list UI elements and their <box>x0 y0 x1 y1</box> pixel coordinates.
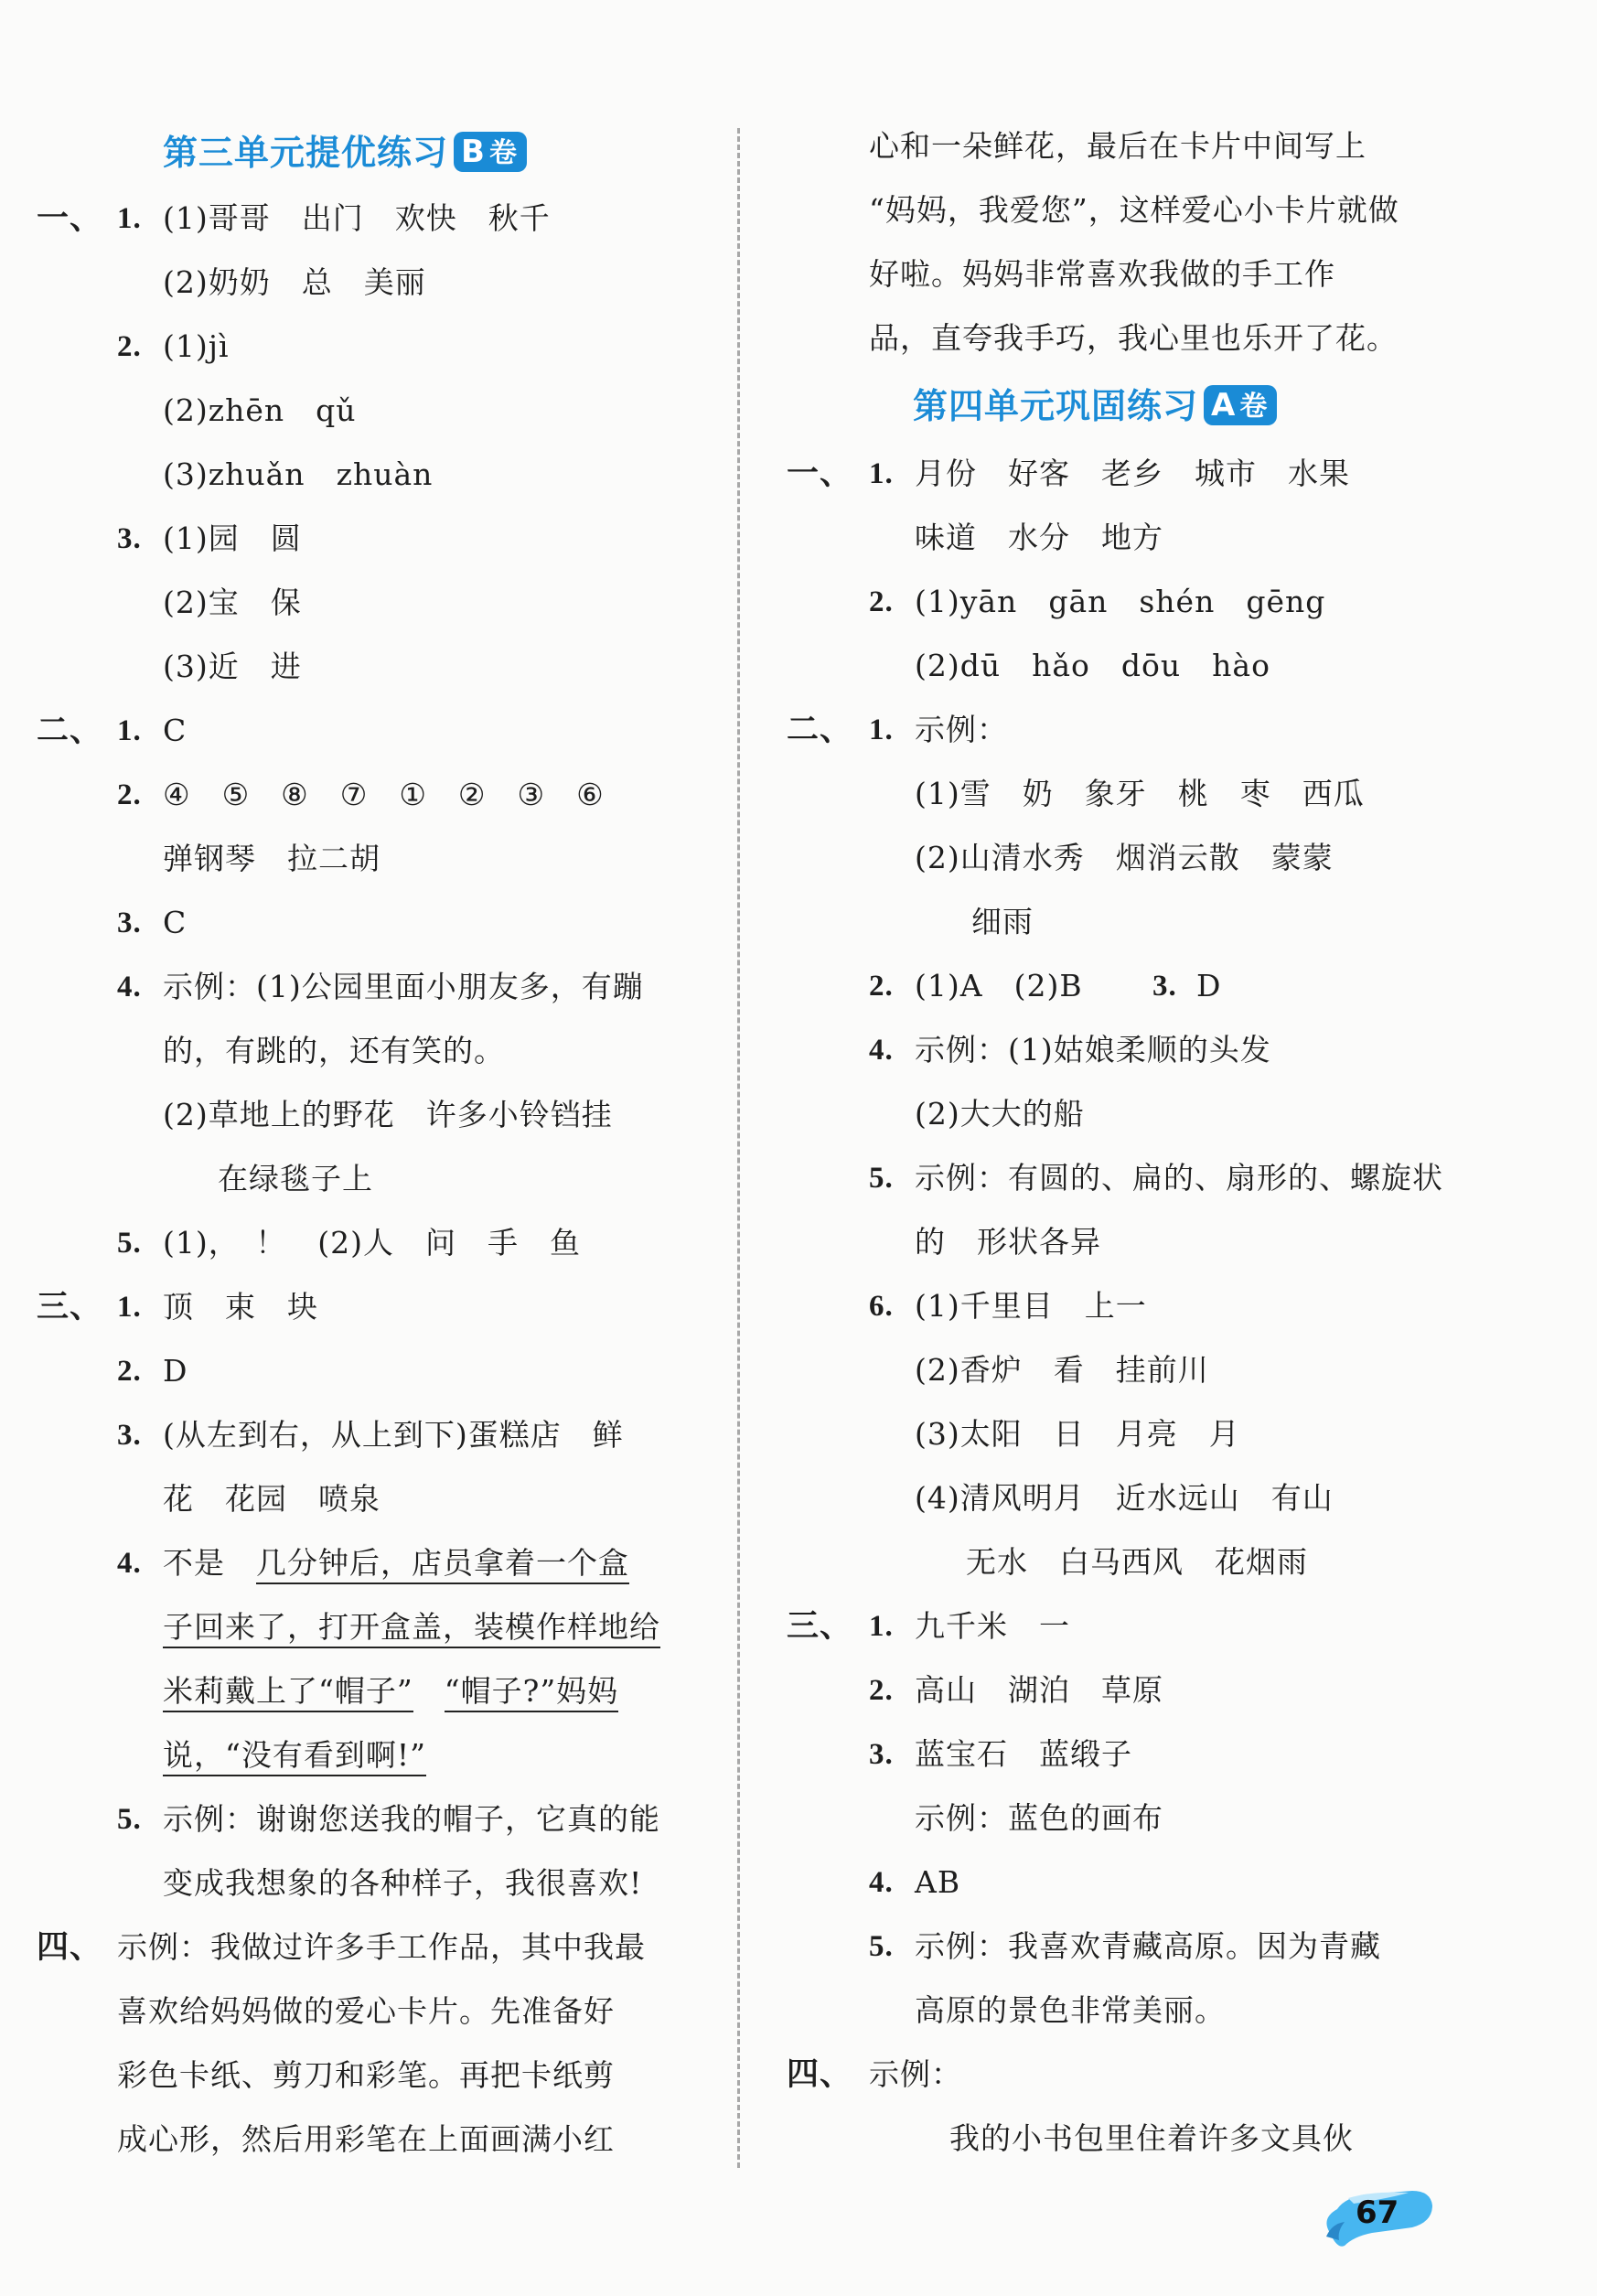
answer-line <box>37 1019 723 1083</box>
answer-text: 顶 束 块 <box>163 1289 318 1325</box>
answer-line <box>37 699 723 763</box>
question-number: 1. <box>117 202 142 235</box>
question-number: 2. <box>869 1674 894 1707</box>
unit4-heading-title: 第四单元巩固练习 <box>913 386 1199 426</box>
answer-text: “妈妈，我爱您”，这样爱心小卡片就做 <box>869 192 1399 228</box>
answer-line <box>787 2043 1592 2107</box>
answer-line <box>37 1147 723 1211</box>
page-number: 67 <box>1356 2194 1399 2231</box>
unit3-badge <box>454 132 527 172</box>
answer-line <box>37 251 723 315</box>
answer-line <box>37 187 723 251</box>
answer-text: 弹钢琴 拉二胡 <box>163 841 380 876</box>
answer-text: (3)太阳 日 月亮 月 <box>915 1416 1240 1452</box>
answer-line <box>37 635 723 699</box>
question-number: 4. <box>869 1034 894 1067</box>
answer-line <box>37 1851 723 1915</box>
answer-text: (2)大大的船 <box>915 1096 1085 1132</box>
answer-text: 心和一朵鲜花，最后在卡片中间写上 <box>869 128 1367 164</box>
answer-text: 我的小书包里住着许多文具伙 <box>949 2120 1354 2156</box>
answer-line <box>37 763 723 827</box>
answer-line <box>787 762 1592 826</box>
answer-text: 示例： <box>915 712 1008 747</box>
answer-line <box>787 1722 1592 1786</box>
question-number: 3. <box>869 1738 894 1771</box>
answer-text: 在绿毯子上 <box>218 1161 373 1196</box>
section-number: 三、 <box>37 1289 103 1325</box>
answer-line <box>37 379 723 443</box>
answer-line <box>787 826 1592 890</box>
answer-text: (3)近 进 <box>163 649 302 684</box>
underlined-answer: 几分钟后，店员拿着一个盒 <box>256 1545 629 1584</box>
answer-line <box>37 1083 723 1147</box>
answer-text: 成心形，然后用彩笔在上面画满小红 <box>117 2121 615 2157</box>
question-number: 5. <box>869 1930 894 1963</box>
answer-line <box>787 1658 1592 1722</box>
answer-text: C <box>163 713 188 748</box>
answer-text: 好啦。妈妈非常喜欢我做的手工作 <box>869 256 1335 292</box>
section-number: 二、 <box>37 713 103 749</box>
answer-line <box>787 698 1592 762</box>
answer-text-group <box>163 1531 629 1595</box>
answer-line <box>869 178 1582 242</box>
answer-text: 示例：谢谢您送我的帽子，它真的能 <box>163 1801 660 1837</box>
answer-line <box>37 1915 723 1979</box>
answer-line <box>37 1339 723 1403</box>
question-number: 2. <box>117 330 142 363</box>
answer-text: (2)宝 保 <box>163 585 302 620</box>
answer-text: 高原的景色非常美丽。 <box>915 1992 1226 2028</box>
answer-text: 彩色卡纸、剪刀和彩笔。再把卡纸剪 <box>117 2057 615 2093</box>
answer-line <box>37 315 723 379</box>
answer-line <box>787 1851 1592 1915</box>
section-number: 四、 <box>787 2056 853 2093</box>
answer-line <box>787 2107 1592 2171</box>
answer-text: (2)山清水秀 烟消云散 蒙蒙 <box>915 840 1334 875</box>
answer-line <box>37 443 723 507</box>
answer-line <box>787 506 1592 570</box>
answer-text: 蓝宝石 蓝缎子 <box>915 1736 1132 1772</box>
answer-line <box>37 1531 723 1595</box>
answer-text: (1)哥哥 出门 欢快 秋千 <box>163 200 551 236</box>
question-number: 1. <box>117 714 142 747</box>
answer-line <box>37 2108 723 2172</box>
answer-line <box>37 1723 723 1787</box>
unit3-badge-letter: B <box>461 133 486 170</box>
question-number: 1. <box>117 1291 142 1324</box>
unit4-badge-suffix: 卷 <box>1239 390 1269 423</box>
question-number: 3. <box>117 1419 142 1452</box>
answer-text: (2)香炉 看 挂前川 <box>915 1352 1209 1388</box>
underlined-answer: 说，“没有看到啊!” <box>163 1737 426 1776</box>
column-divider <box>737 128 740 2168</box>
answer-text: (1)雪 奶 象牙 桃 枣 西瓜 <box>915 776 1365 811</box>
underlined-answer: 子回来了，打开盒盖，装模作样地给 <box>163 1609 660 1648</box>
answer-line <box>37 1211 723 1275</box>
answer-line <box>869 114 1582 178</box>
answer-text: (2)zhēn qǔ <box>163 392 357 428</box>
answer-line <box>787 442 1592 506</box>
question-number: 2. <box>117 778 142 811</box>
answer-text: 月份 好客 老乡 城市 水果 <box>915 456 1350 491</box>
answer-line <box>787 1210 1592 1274</box>
answer-text: 变成我想象的各种样子，我很喜欢! <box>163 1865 643 1901</box>
answer-text: 示例：有圆的、扁的、扇形的、螺旋状 <box>915 1160 1443 1196</box>
answer-line <box>37 571 723 635</box>
answer-line <box>787 1466 1592 1530</box>
answer-text: D <box>163 1353 188 1389</box>
answer-line <box>787 890 1592 954</box>
answer-text: 示例：(1)公园里面小朋友多，有蹦 <box>163 969 644 1004</box>
answer-text: (1)jì <box>163 328 230 364</box>
question-number: 3. <box>117 907 142 939</box>
answer-line <box>37 1979 723 2044</box>
answer-text: (3)zhuǎn zhuàn <box>163 456 434 492</box>
answer-text: (4)清风明月 近水远山 有山 <box>915 1480 1334 1516</box>
answer-line <box>787 954 1592 1018</box>
underlined-answer: 米莉戴上了“帽子” <box>163 1673 413 1712</box>
answer-text: (1)园 圆 <box>163 520 302 556</box>
answer-line <box>787 1786 1592 1851</box>
answer-text: 示例： <box>869 2056 962 2092</box>
answer-text: 示例：我做过许多手工作品，其中我最 <box>117 1929 646 1965</box>
answer-line <box>787 1979 1592 2043</box>
question-number: 6. <box>869 1290 894 1323</box>
question-number: 3. <box>117 522 142 555</box>
answer-text: (1)， ！ (2)人 问 手 鱼 <box>163 1225 581 1261</box>
answer-text: C <box>163 905 188 940</box>
question-number: 4. <box>117 1547 142 1580</box>
answer-text: ④ ⑤ ⑧ ⑦ ① ② ③ ⑥ <box>163 777 605 812</box>
answer-line <box>37 1467 723 1531</box>
answer-line <box>37 1275 723 1339</box>
answer-line <box>787 1018 1592 1082</box>
section-number: 一、 <box>37 200 103 237</box>
answer-line <box>787 1402 1592 1466</box>
answer-line <box>787 1915 1592 1979</box>
answer-text: 品，直夸我手巧，我心里也乐开了花。 <box>869 320 1398 356</box>
answer-line <box>37 827 723 891</box>
answer-line <box>787 1082 1592 1146</box>
answer-text: D <box>1196 968 1222 1003</box>
answer-text: 细雨 <box>971 904 1034 939</box>
section-number: 一、 <box>787 456 853 492</box>
unit3-badge-suffix: 卷 <box>488 136 518 169</box>
answer-line <box>787 1594 1592 1658</box>
question-number: 5. <box>117 1803 142 1836</box>
answer-line <box>787 634 1592 698</box>
question-number: 4. <box>117 971 142 1003</box>
question-number: 2. <box>117 1355 142 1388</box>
answer-text: 不是 <box>163 1545 256 1581</box>
section-number: 二、 <box>787 712 853 748</box>
answer-line <box>37 2044 723 2108</box>
question-number: 5. <box>869 1162 894 1195</box>
answer-text: 九千米 一 <box>915 1608 1070 1644</box>
answer-text: (2)奶奶 总 美丽 <box>163 264 426 300</box>
unit4-heading <box>913 377 1277 435</box>
section-number: 四、 <box>37 1929 103 1966</box>
question-number: 1. <box>869 1610 894 1643</box>
left-column <box>0 0 723 2296</box>
underlined-answer: “帽子?”妈妈 <box>445 1673 618 1712</box>
answer-text: 的，有跳的，还有笑的。 <box>163 1033 505 1068</box>
question-number: 1. <box>869 713 894 746</box>
question-number: 2. <box>869 970 894 1003</box>
answer-text: (从左到右，从上到下)蛋糕店 鲜 <box>163 1417 624 1453</box>
answer-text: 的 形状各异 <box>915 1224 1101 1260</box>
answer-line <box>869 306 1582 370</box>
answer-line <box>37 891 723 955</box>
answer-text: 示例：(1)姑娘柔顺的头发 <box>915 1032 1271 1068</box>
answer-text: 示例：蓝色的画布 <box>915 1800 1163 1836</box>
answer-text: 高山 湖泊 草原 <box>915 1672 1163 1708</box>
answer-text: 示例：我喜欢青藏高原。因为青藏 <box>915 1928 1381 1964</box>
unit4-badge-letter: A <box>1211 386 1237 424</box>
answer-line <box>787 1274 1592 1338</box>
answer-text <box>413 1673 445 1709</box>
page-number-badge <box>1317 2182 1436 2249</box>
answer-line <box>787 570 1592 634</box>
answer-line <box>787 1530 1592 1594</box>
answer-line <box>787 1146 1592 1210</box>
answer-text: 无水 白马西风 花烟雨 <box>966 1544 1308 1580</box>
answer-line <box>37 1659 723 1723</box>
answer-text: (1)yān gān shén gēng <box>915 584 1326 619</box>
right-column <box>750 0 1597 2296</box>
unit4-badge <box>1204 385 1277 425</box>
answer-line <box>37 1787 723 1851</box>
answer-text: 味道 水分 地方 <box>915 520 1163 555</box>
question-number: 1. <box>869 457 894 490</box>
answer-line <box>37 507 723 571</box>
answer-line <box>787 1338 1592 1402</box>
answer-line <box>37 1595 723 1659</box>
answer-text: (2)dū hǎo dōu hào <box>915 648 1270 683</box>
question-number: 4. <box>869 1866 894 1899</box>
answer-text: (2)草地上的野花 许多小铃铛挂 <box>163 1097 613 1132</box>
answer-text: AB <box>915 1864 961 1900</box>
answer-text: 花 花园 喷泉 <box>163 1481 380 1517</box>
unit3-heading <box>163 123 527 182</box>
question-number: 2. <box>869 585 894 618</box>
answer-text: (1)A (2)B <box>915 968 1114 1003</box>
question-number: 5. <box>117 1227 142 1260</box>
answer-line <box>37 955 723 1019</box>
answer-line <box>37 1403 723 1467</box>
unit3-heading-title: 第三单元提优练习 <box>163 133 449 173</box>
answer-line <box>869 242 1582 306</box>
answer-text: (1)千里目 上一 <box>915 1288 1147 1324</box>
answer-text: 喜欢给妈妈做的爱心卡片。先准备好 <box>117 1993 615 2029</box>
question-number: 3. <box>1152 970 1177 1003</box>
section-number: 三、 <box>787 1608 853 1645</box>
